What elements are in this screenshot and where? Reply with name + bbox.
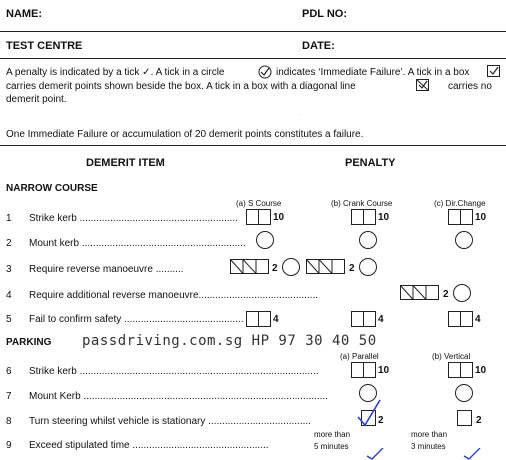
points-value: 10 bbox=[273, 212, 285, 223]
row-number: 8 bbox=[6, 416, 12, 427]
row-label-mount-kerb: Mount kerb ........................................................... bbox=[29, 238, 246, 249]
points-value: 10 bbox=[378, 365, 390, 376]
test-centre-label: TEST CENTRE bbox=[6, 40, 83, 52]
date-label: DATE: bbox=[302, 40, 335, 52]
parking-title: PARKING bbox=[6, 337, 52, 348]
immediate-failure-circle[interactable] bbox=[453, 284, 471, 302]
circle-tick-icon bbox=[258, 65, 272, 79]
divider bbox=[0, 31, 506, 32]
points-value: 2 bbox=[349, 263, 355, 274]
penalty-box[interactable] bbox=[246, 311, 271, 327]
points-value: 4 bbox=[475, 314, 481, 325]
points-value: 2 bbox=[476, 415, 482, 426]
penalty-box[interactable] bbox=[448, 311, 473, 327]
intro-line-1b: indicates ‘Immediate Failure’. A tick in a box bbox=[276, 67, 470, 78]
box-diagonal-tick-icon bbox=[416, 79, 430, 92]
row-number: 3 bbox=[6, 264, 12, 275]
row-number: 7 bbox=[6, 391, 12, 402]
demerit-item-heading: DEMERIT ITEM bbox=[86, 157, 165, 169]
failure-rule: One Immediate Failure or accumulation of 20 demerit points constitutes a failure. bbox=[6, 129, 364, 140]
narrow-course-title: NARROW COURSE bbox=[6, 183, 98, 194]
row-number: 6 bbox=[6, 366, 12, 377]
row-label-require-reverse: Require reverse manoeuvre .......... bbox=[29, 264, 184, 275]
more-than-label: more than bbox=[314, 430, 351, 439]
tick-mark-icon bbox=[462, 448, 482, 460]
immediate-failure-circle[interactable] bbox=[282, 258, 300, 276]
points-value: 10 bbox=[475, 212, 487, 223]
divider bbox=[0, 145, 506, 146]
row-number: 2 bbox=[6, 238, 12, 249]
immediate-failure-circle[interactable] bbox=[359, 258, 377, 276]
name-label: NAME: bbox=[6, 8, 43, 20]
three-minutes-label: 3 minutes bbox=[411, 442, 446, 451]
row-label-confirm-safety: Fail to confirm safety ........................................... bbox=[29, 314, 244, 325]
five-minutes-label: 5 minutes bbox=[314, 442, 349, 451]
penalty-box[interactable] bbox=[351, 209, 376, 225]
diagonal-box-group[interactable] bbox=[400, 285, 440, 301]
penalty-box[interactable] bbox=[246, 209, 271, 225]
row-number: 1 bbox=[6, 213, 12, 224]
points-value: 2 bbox=[443, 289, 449, 300]
penalty-heading: PENALTY bbox=[345, 157, 396, 169]
row-label-turn-steering: Turn steering whilst vehicle is stationary ..................................... bbox=[29, 416, 311, 427]
penalty-box[interactable] bbox=[351, 362, 376, 378]
intro-line-2a: carries demerit points shown beside the box. A tick in a box with a diagonal line bbox=[6, 81, 356, 92]
immediate-failure-circle[interactable] bbox=[455, 231, 473, 249]
diagonal-box-group[interactable] bbox=[306, 259, 346, 275]
row-label-mount-kerb-parking: Mount Kerb ........................................................................................ bbox=[29, 391, 328, 402]
sub-s-course: (a) S Course bbox=[236, 199, 282, 208]
row-label-additional-reverse: Require additional reverse manoeuvre........................................... bbox=[29, 290, 319, 301]
sub-parallel: (a) Parallel bbox=[340, 352, 379, 361]
intro-line-3: demerit point. bbox=[6, 94, 67, 105]
penalty-box[interactable] bbox=[457, 410, 472, 426]
row-number: 9 bbox=[6, 440, 12, 451]
immediate-failure-circle[interactable] bbox=[359, 231, 377, 249]
points-value: 10 bbox=[378, 212, 390, 223]
diagonal-box-group[interactable] bbox=[230, 259, 270, 275]
intro-line-1a: A penalty is indicated by a tick ✓. A tick in a circle bbox=[6, 67, 225, 78]
immediate-failure-circle[interactable] bbox=[455, 384, 473, 402]
sub-vertical: (b) Vertical bbox=[432, 352, 471, 361]
box-tick-icon bbox=[487, 65, 501, 78]
sub-crank-course: (b) Crank Course bbox=[331, 199, 393, 208]
points-value: 4 bbox=[273, 314, 279, 325]
more-than-label: more than bbox=[411, 430, 448, 439]
divider bbox=[0, 58, 506, 59]
pdl-label: PDL NO: bbox=[302, 8, 348, 20]
row-number: 5 bbox=[6, 314, 12, 325]
immediate-failure-circle[interactable] bbox=[256, 231, 274, 249]
watermark: passdriving.com.sg HP 97 30 40 50 bbox=[82, 333, 377, 349]
points-value: 4 bbox=[378, 314, 384, 325]
row-number: 4 bbox=[6, 290, 12, 301]
points-value: 2 bbox=[272, 263, 278, 274]
intro-line-2b: carries no bbox=[448, 81, 492, 92]
penalty-box[interactable] bbox=[351, 311, 376, 327]
tick-mark-icon bbox=[365, 448, 385, 460]
sub-dir-change: (c) Dir.Change bbox=[434, 199, 486, 208]
row-label-strike-kerb: Strike kerb ......................................................... bbox=[29, 213, 238, 224]
row-label-exceed-time: Exceed stipulated time ................................................. bbox=[29, 440, 269, 451]
penalty-box[interactable] bbox=[448, 362, 473, 378]
penalty-box[interactable] bbox=[448, 209, 473, 225]
row-label-strike-kerb-parking: Strike kerb ...................................................................................... bbox=[29, 366, 319, 377]
points-value: 2 bbox=[378, 415, 384, 426]
points-value: 10 bbox=[475, 365, 487, 376]
